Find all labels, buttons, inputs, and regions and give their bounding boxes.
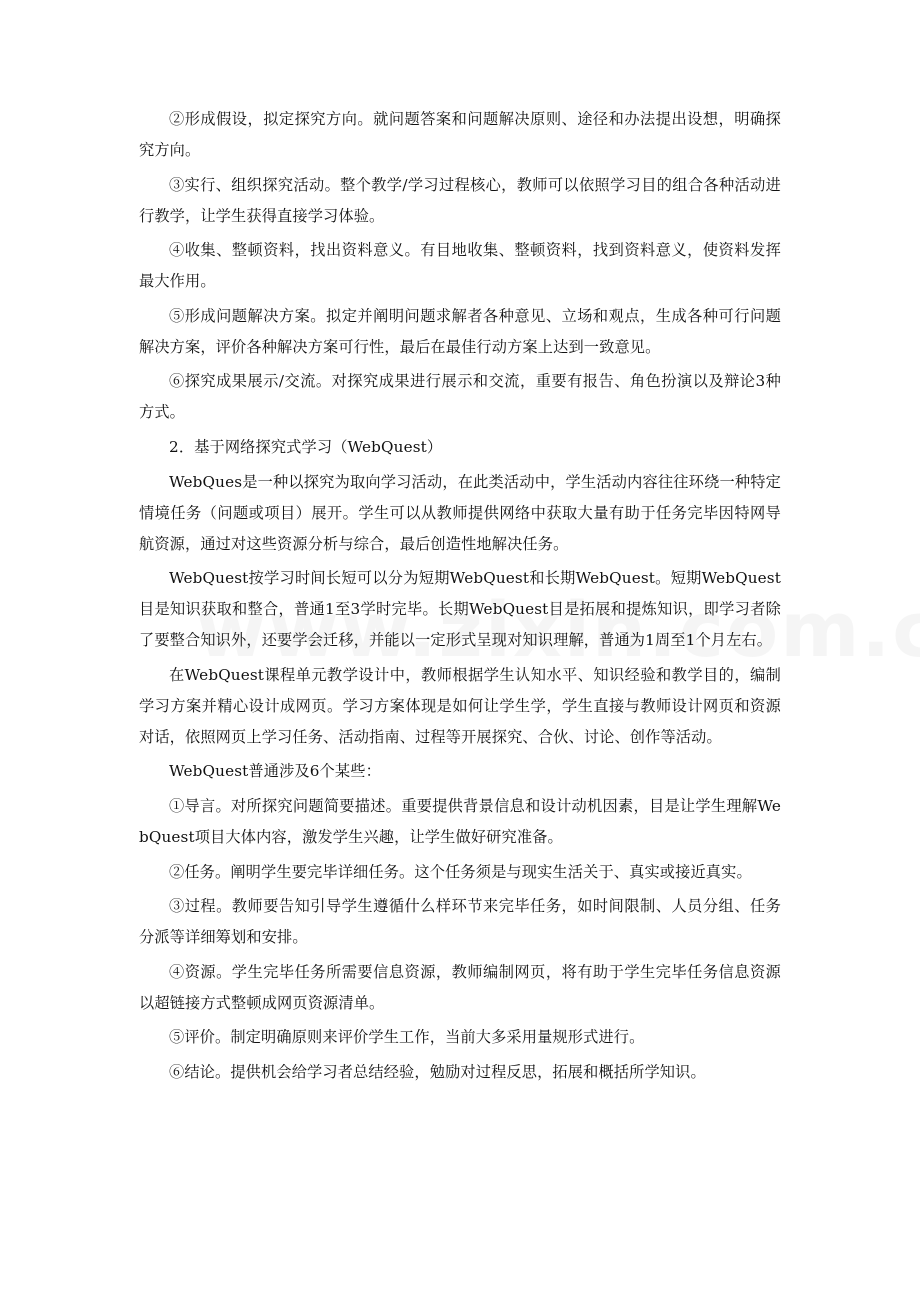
paragraph-implement-activity: ③实行、组织探究活动。整个教学/学习过程核心，教师可以依照学习目的组合各种活动进行教学，让学生获得直接学习体验。 — [139, 175, 781, 225]
paragraph-webquest-design: 在WebQuest课程单元教学设计中，教师根据学生认知水平、知识经验和教学目的，编制学习方案并精心设计成网页。学习方案体现是如何让学生学，学生直接与教师设计网页和资源对话，依照网页上学习任务、活动指南、过程等开展探究、合伙、讨论、创作等活动。 — [139, 665, 781, 746]
paragraph-process: ③过程。教师要告知引导学生遵循什么样环节来完毕任务，如时间限制、人员分组、任务分派等详细筹划和安排。 — [139, 897, 781, 947]
paragraph-resources: ④资源。学生完毕任务所需要信息资源，教师编制网页，将有助于学生完毕任务信息资源以超链接方式整顿成网页资源清单。 — [139, 962, 781, 1012]
paragraph-webquest-duration: WebQuest按学习时间长短可以分为短期WebQuest和长期WebQuest。短期WebQuest目是知识获取和整合，普通1至3学时完毕。长期WebQuest目是拓展和提炼知识，即学习者除了要整合知识外，还要学会迁移，并能以一定形式呈现对知识理解，普通为1周至1个月左右。 — [139, 569, 781, 650]
paragraph-webquest-parts: WebQuest普通涉及6个某些： — [169, 762, 381, 781]
paragraph-collect-data: ④收集、整顿资料，找出资料意义。有目地收集、整顿资料，找到资料意义，使资料发挥最大作用。 — [139, 241, 781, 291]
paragraph-webquest-definition: WebQues是一种以探究为取向学习活动，在此类活动中，学生活动内容往往环绕一种特定情境任务（问题或项目）展开。学生可以从教师提供网络中获取大量有助于任务完毕因特网导航资源，通过对这些资源分析与综合，最后创造性地解决任务。 — [139, 472, 781, 553]
paragraph-introduction: ①导言。对所探究问题简要描述。重要提供背景信息和设计动机因素，目是让学生理解WebQuest项目大体内容，激发学生兴趣，让学生做好研究准备。 — [139, 796, 781, 846]
paragraph-results-exchange: ⑥探究成果展示/交流。对探究成果进行展示和交流，重要有报告、角色扮演以及辩论3种方式。 — [139, 372, 781, 422]
paragraph-conclusion: ⑥结论。提供机会给学习者总结经验，勉励对过程反思，拓展和概括所学知识。 — [169, 1062, 706, 1081]
section-heading-webquest: 2．基于网络探究式学习（WebQuest） — [169, 437, 443, 456]
paragraph-task: ②任务。阐明学生要完毕详细任务。这个任务须是与现实生活关于、真实或接近真实。 — [169, 862, 752, 881]
paragraph-evaluation: ⑤评价。制定明确原则来评价学生工作，当前大多采用量规形式进行。 — [169, 1028, 645, 1047]
paragraph-hypothesis: ②形成假设，拟定探究方向。就问题答案和问题解决原则、途径和办法提出设想，明确探究方向。 — [139, 110, 781, 159]
paragraph-solution-plan: ⑤形成问题解决方案。拟定并阐明问题求解者各种意见、立场和观点，生成各种可行问题解决方案，评价各种解决方案可行性，最后在最佳行动方案上达到一致意见。 — [139, 306, 781, 356]
